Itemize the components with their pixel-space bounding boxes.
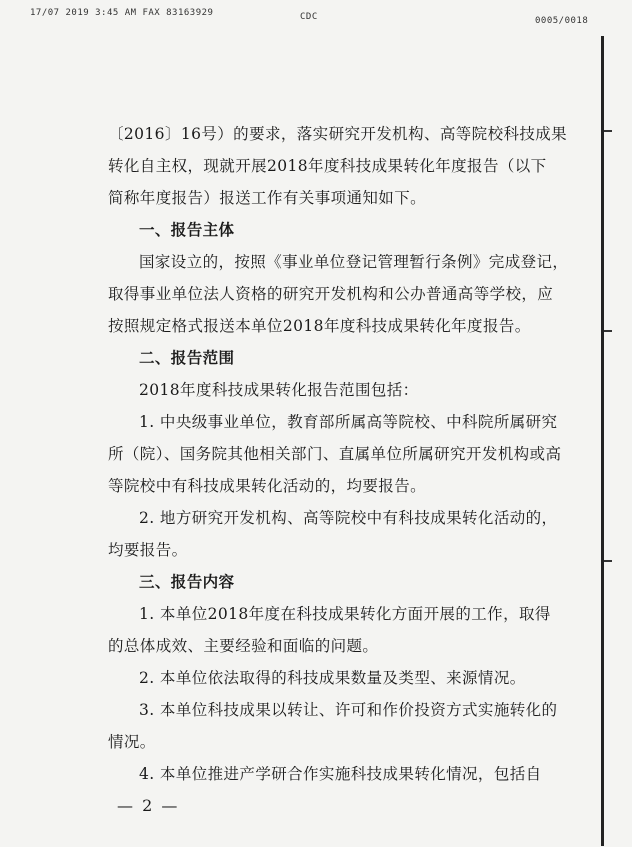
paragraph-line: 按照规定格式报送本单位2018年度科技成果转化年度报告。	[108, 317, 531, 335]
page-number: — 2 —	[117, 796, 180, 815]
scan-edge-tick	[604, 560, 612, 562]
section-heading: 一、报告主体	[139, 220, 235, 239]
fax-header-page-counter: 0005/0018	[535, 16, 589, 26]
paragraph-line: 3. 本单位科技成果以转让、许可和作价投资方式实施转化的	[139, 701, 558, 719]
paragraph-line: 均要报告。	[108, 541, 188, 559]
paragraph-line: 4. 本单位推进产学研合作实施科技成果转化情况，包括自	[139, 765, 542, 783]
fax-header-sender: CDC	[300, 12, 318, 22]
document-body	[108, 118, 569, 790]
paragraph-line: 情况。	[108, 733, 156, 751]
paragraph-line: 1. 本单位2018年度在科技成果转化方面开展的工作，取得	[139, 605, 551, 623]
paragraph-line: 2. 本单位依法取得的科技成果数量及类型、来源情况。	[139, 669, 526, 687]
scan-edge-rule	[601, 36, 604, 846]
section-heading: 三、报告内容	[139, 572, 235, 591]
paragraph-line: 〔2016〕16号）的要求，落实研究开发机构、高等院校科技成果	[108, 125, 568, 143]
paragraph-line: 的总体成效、主要经验和面临的问题。	[108, 637, 379, 655]
paragraph-line: 2018年度科技成果转化报告范围包括：	[139, 381, 419, 399]
paragraph-line: 简称年度报告）报送工作有关事项通知如下。	[108, 189, 427, 207]
paragraph-line: 等院校中有科技成果转化活动的，均要报告。	[108, 477, 427, 495]
paragraph-line: 取得事业单位法人资格的研究开发机构和公办普通高等学校，应	[108, 285, 554, 303]
fax-header	[0, 4, 632, 24]
paragraph-line: 国家设立的，按照《事业单位登记管理暂行条例》完成登记，	[139, 253, 569, 271]
scan-edge-tick	[604, 330, 612, 332]
paragraph-line: 1. 中央级事业单位，教育部所属高等院校、中科院所属研究	[139, 413, 558, 431]
section-heading: 二、报告范围	[139, 348, 235, 367]
paragraph-line: 所（院）、国务院其他相关部门、直属单位所属研究开发机构或高	[108, 445, 562, 463]
paragraph-line: 2. 地方研究开发机构、高等院校中有科技成果转化活动的，	[139, 509, 558, 527]
fax-header-timestamp: 17/07 2019 3:45 AM FAX 83163929	[30, 8, 214, 18]
paragraph-line: 转化自主权，现就开展2018年度科技成果转化年度报告（以下	[108, 157, 547, 175]
scan-edge-tick	[604, 130, 612, 132]
